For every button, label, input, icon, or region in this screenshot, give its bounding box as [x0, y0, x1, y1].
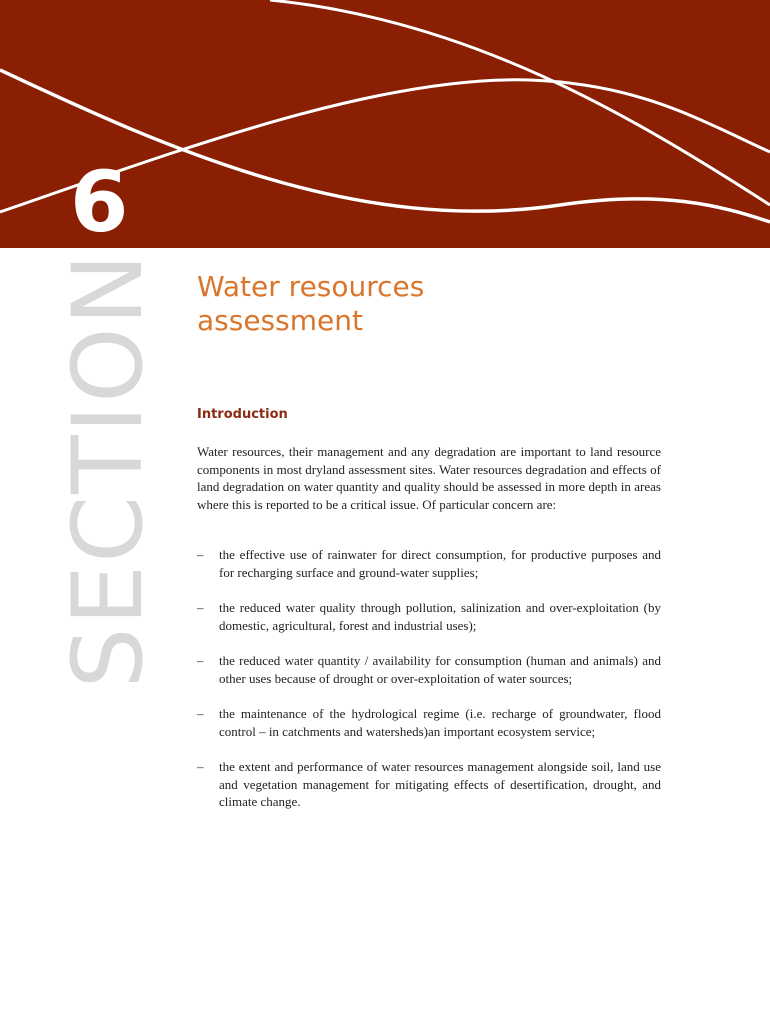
list-item [197, 705, 661, 740]
chapter-title-line: assessment [197, 304, 363, 337]
chapter-title [197, 270, 424, 338]
list-item [197, 652, 661, 687]
list-item-text: the extent and performance of water resources management alongside soil, land use and vegetation management for mitigating effects of desertification, drought, and climate change. [219, 759, 661, 809]
dash-marker: – [197, 653, 204, 668]
list-item-text: the reduced water quality through pollution, salinization and over-exploitation (by domestic, agricultural, forest and industrial uses); [219, 600, 661, 633]
list-item [197, 599, 661, 634]
dash-marker: – [197, 547, 204, 562]
section-number: 6 [70, 153, 127, 251]
list-item [197, 758, 661, 811]
dash-marker: – [197, 759, 204, 774]
concerns-list [197, 546, 661, 829]
list-item-text: the reduced water quantity / availability for consumption (human and animals) and other uses because of drought or over-exploitation of water sources; [219, 653, 661, 686]
dash-marker: – [197, 706, 204, 721]
list-item [197, 546, 661, 581]
introduction-heading: Introduction [197, 407, 288, 422]
section-label-vertical: SECTION [52, 251, 164, 689]
introduction-paragraph: Water resources, their management and any degradation are important to land resource components in most dryland assessment sites. Water resources degradation and effects of land degradation on water quantity and quality should be assessed in more depth in areas where this is reported to be a critical issue. Of particular concern are: [197, 444, 661, 512]
chapter-title-line: Water resources [197, 270, 425, 303]
dash-marker: – [197, 600, 204, 615]
list-item-text: the maintenance of the hydrological regime (i.e. recharge of groundwater, flood control – in catchments and watersheds)an important ecosystem service; [219, 706, 661, 739]
list-item-text: the effective use of rainwater for direct consumption, for productive purposes and for recharging surface and ground-water supplies; [219, 547, 661, 580]
